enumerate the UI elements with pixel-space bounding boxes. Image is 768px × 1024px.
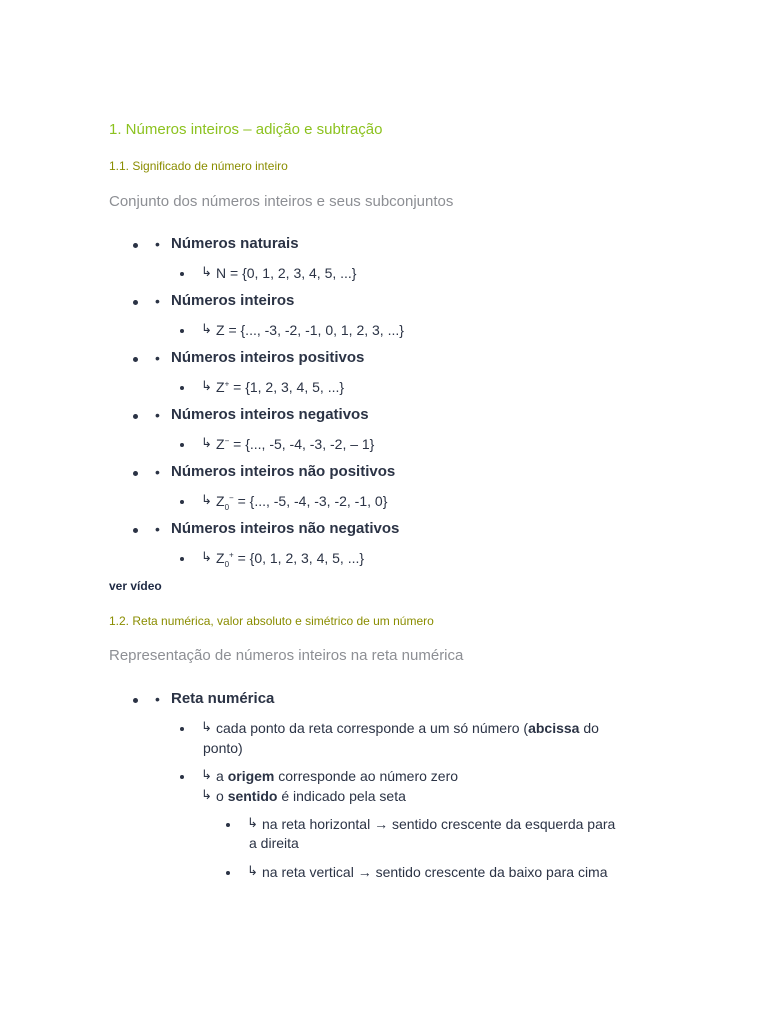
hook-arrow-icon: ↳ <box>201 321 212 336</box>
page-title: 1. Números inteiros – adição e subtração <box>109 121 383 138</box>
video-link[interactable]: ver vídeo <box>109 579 162 593</box>
set-definition: $Z_0^+ = \{0$, 1, 2, 3, 4, 5, ...} <box>216 550 365 569</box>
set-definition: N = {0, 1, 2, 3, 4, 5, ...} <box>216 265 357 281</box>
hook-arrow-icon: ↳ <box>201 787 212 802</box>
section-subtitle-1: Conjunto dos números inteiros e seus subconjuntos <box>109 193 454 210</box>
hook-arrow-icon: ↳ <box>201 264 212 279</box>
hook-arrow-icon: ↳ <box>201 549 212 564</box>
horizontal-line-text-cont: a direita <box>249 835 299 851</box>
set-label-positivos: Números inteiros positivos <box>171 349 365 366</box>
list-bullet <box>180 775 184 779</box>
section-title-1-2: 1.2. Reta numérica, valor absoluto e simétrico de um número <box>109 614 434 628</box>
list-bullet <box>133 357 138 362</box>
list-bullet <box>133 471 138 476</box>
abcissa-text-cont: ponto) <box>203 740 243 756</box>
horizontal-line-text: na reta horizontal → sentido crescente da esquerda para <box>262 816 616 832</box>
inner-bullet: • <box>155 521 160 537</box>
hook-arrow-icon: ↳ <box>201 435 212 450</box>
list-bullet <box>133 300 138 305</box>
list-bullet <box>180 727 184 731</box>
vertical-line-text: na reta vertical → sentido crescente da baixo para cima <box>262 864 608 880</box>
section-title-1-1: 1.1. Significado de número inteiro <box>109 159 288 173</box>
inner-bullet: • <box>155 464 160 480</box>
direction-text: o sentido é indicado pela seta <box>216 788 406 804</box>
origin-text: a origem corresponde ao número zero <box>216 768 459 784</box>
set-label-nao-positivos: Números inteiros não positivos <box>171 463 396 480</box>
set-definition: Z = {..., -3, -2, -1, 0, 1, 2, 3, ...} <box>216 322 404 338</box>
number-line-label: Reta numérica <box>171 690 275 707</box>
abcissa-text: cada ponto da reta corresponde a um só número (abcissa do <box>216 720 599 736</box>
inner-bullet: • <box>155 691 160 707</box>
hook-arrow-icon: ↳ <box>201 719 212 734</box>
list-bullet <box>180 500 184 504</box>
hook-arrow-icon: ↳ <box>247 815 258 830</box>
set-label-naturais: Números naturais <box>171 235 299 252</box>
inner-bullet: • <box>155 236 160 252</box>
list-bullet <box>180 272 184 276</box>
list-bullet <box>180 386 184 390</box>
set-definition: Z+ = {1, 2, 3, 4, 5, ...} <box>216 379 345 395</box>
set-label-negativos: Números inteiros negativos <box>171 406 369 423</box>
list-bullet <box>133 243 138 248</box>
list-bullet <box>133 698 138 703</box>
hook-arrow-icon: ↳ <box>247 863 258 878</box>
set-label-nao-negativos: Números inteiros não negativos <box>171 520 400 537</box>
inner-bullet: • <box>155 293 160 309</box>
list-bullet <box>180 557 184 561</box>
set-definition: $Z_0^-$ = {..., -5, -4, -3, -2, -1, 0} <box>216 493 388 512</box>
list-bullet <box>226 823 230 827</box>
section-subtitle-2: Representação de números inteiros na reta numérica <box>109 647 464 664</box>
hook-arrow-icon: ↳ <box>201 492 212 507</box>
list-bullet <box>180 443 184 447</box>
list-bullet <box>133 528 138 533</box>
set-label-inteiros: Números inteiros <box>171 292 295 309</box>
inner-bullet: • <box>155 407 160 423</box>
set-definition: Z− = {..., -5, -4, -3, -2, – 1} <box>216 436 375 452</box>
inner-bullet: • <box>155 350 160 366</box>
list-bullet <box>133 414 138 419</box>
hook-arrow-icon: ↳ <box>201 378 212 393</box>
list-bullet <box>180 329 184 333</box>
list-bullet <box>226 871 230 875</box>
hook-arrow-icon: ↳ <box>201 767 212 782</box>
